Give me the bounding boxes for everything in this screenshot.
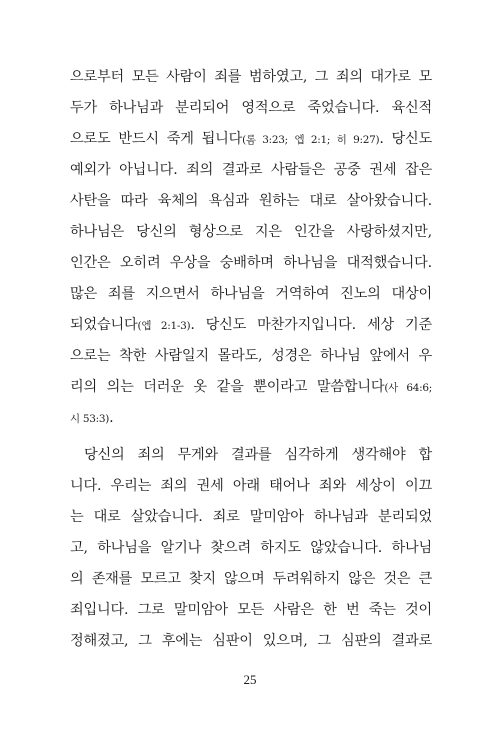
text-line: 많은 죄를 지으면서 하나님을 거역하여 진노의 대상이 — [70, 286, 432, 302]
text-line: 되었습니다(엡 2:1-3). 당신도 마찬가지입니다. 세상 기준 — [70, 317, 432, 333]
text-line: 의 존재를 모르고 찾지 않으며 두려워하지 않은 것은 큰 — [70, 571, 432, 587]
paragraph-2 — [70, 440, 432, 657]
scripture-reference: 시 53:3) — [70, 413, 110, 425]
paragraph-1 — [70, 62, 432, 434]
body-text — [70, 62, 432, 657]
scripture-reference: (사 64:6; — [384, 382, 432, 394]
text-line: 고, 하나님을 알기나 찾으려 하지도 않았습니다. 하나님 — [70, 540, 432, 556]
text-line: 당신의 죄의 무게와 결과를 심각하게 생각해야 합 — [84, 447, 432, 463]
text-line: 으로부터 모든 사람이 죄를 범하였고, 그 죄의 대가로 모 — [70, 69, 432, 85]
text-line: 두가 하나님과 분리되어 영적으로 죽었습니다. 육신적 — [70, 100, 432, 116]
text-line: 는 대로 살았습니다. 죄로 말미암아 하나님과 분리되었 — [70, 509, 432, 525]
text-line: 죄입니다. 그로 말미암아 모든 사람은 한 번 죽는 것이 — [70, 602, 432, 618]
scripture-reference: (엡 2:1-3) — [137, 320, 191, 332]
text-line: 으로도 반드시 죽게 됩니다(롬 3:23; 엡 2:1; 히 9:27). 당신도 — [70, 131, 432, 147]
text-line: 하나님은 당신의 형상으로 지은 인간을 사랑하셨지만, — [70, 224, 432, 240]
text-line: 인간은 오히려 우상을 숭배하며 하나님을 대적했습니다. — [70, 255, 432, 271]
scripture-reference: (롬 3:23; 엡 2:1; 히 9:27) — [242, 134, 380, 146]
page-number: 25 — [243, 672, 257, 687]
text-line: 으로는 착한 사람일지 몰라도, 성경은 하나님 앞에서 우 — [70, 348, 432, 364]
text-line: 정해졌고, 그 후에는 심판이 있으며, 그 심판의 결과로 — [70, 633, 432, 649]
text-line: 사탄을 따라 육체의 욕심과 원하는 대로 살아왔습니다. — [70, 193, 432, 209]
text-line: 니다. 우리는 죄의 권세 아래 태어나 죄와 세상이 이끄 — [70, 478, 432, 494]
text-line: 리의 의는 더러운 옷 같을 뿐이라고 말씀합니다(사 64:6; — [70, 379, 432, 395]
text-line: 예외가 아닙니다. 죄의 결과로 사람들은 공중 권세 잡은 — [70, 162, 432, 178]
text-line: 시 53:3). — [70, 410, 114, 426]
